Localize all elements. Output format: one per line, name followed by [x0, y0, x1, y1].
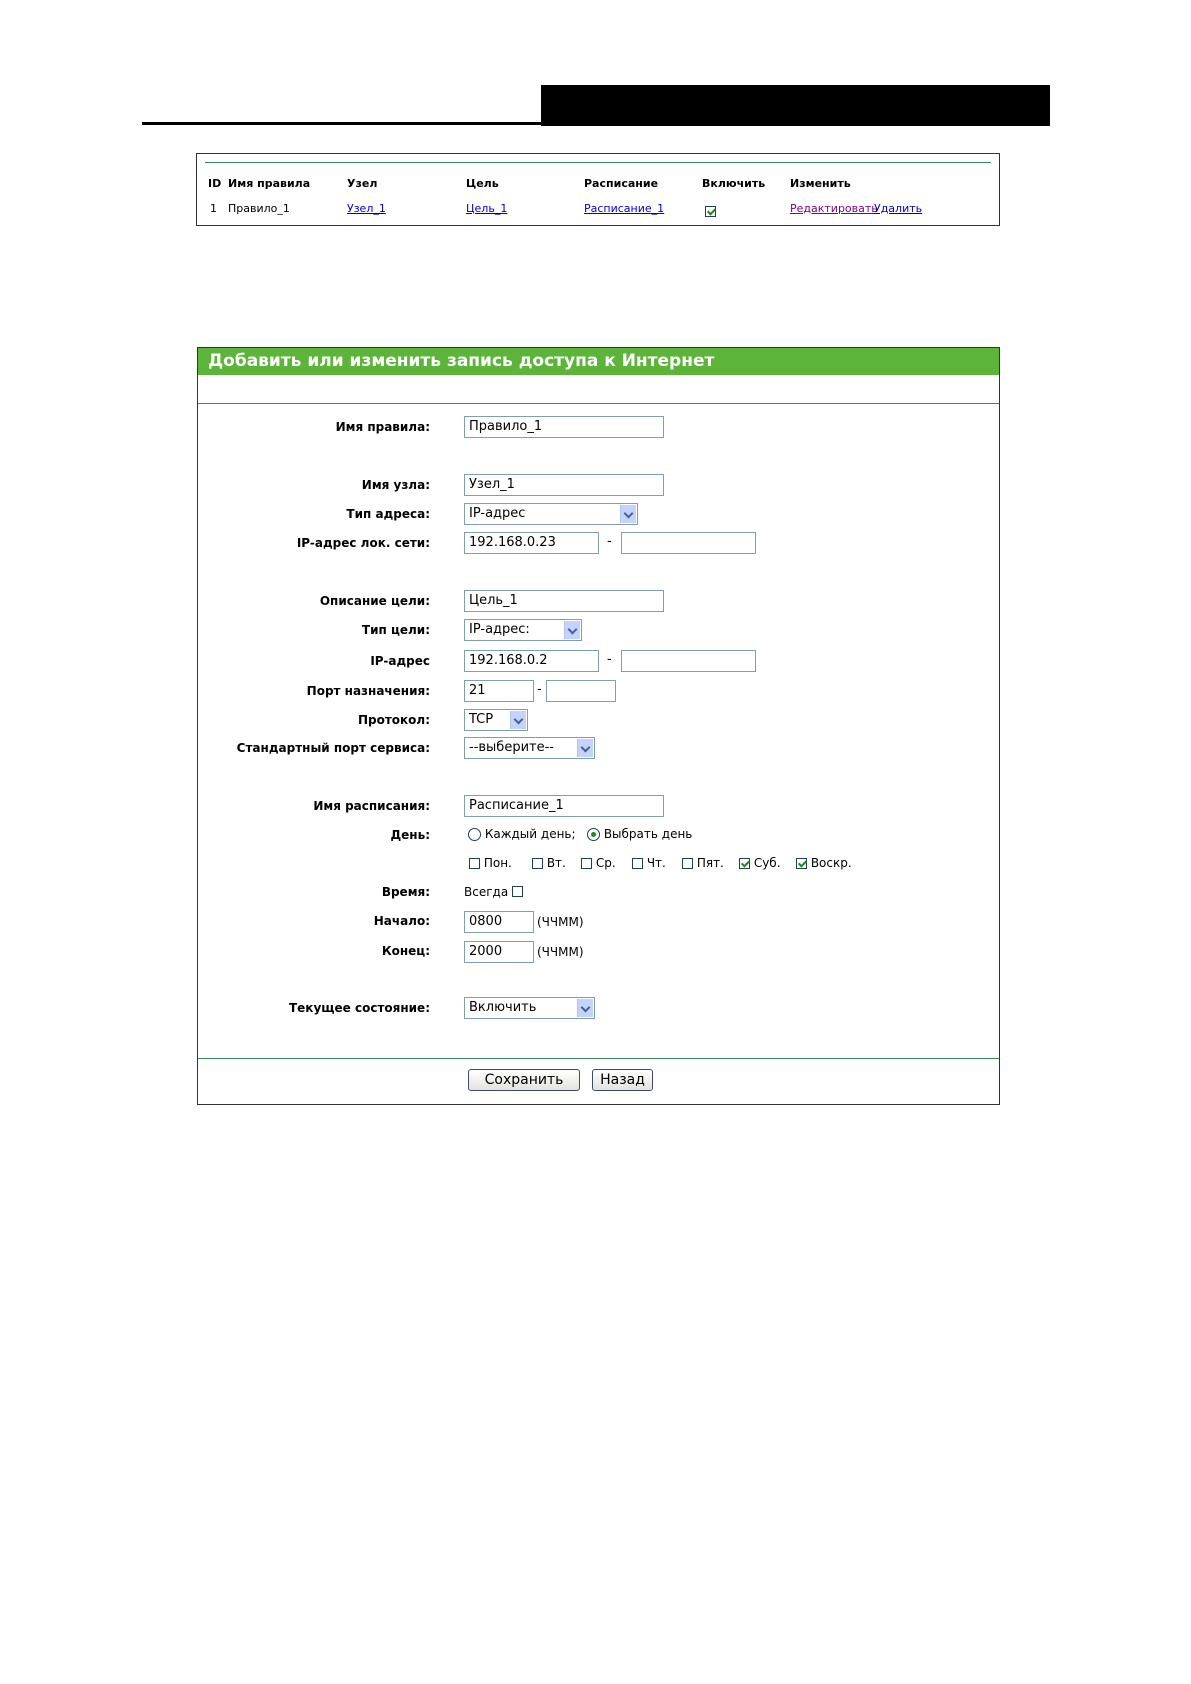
weekday-label: Суб.	[753, 856, 781, 870]
end-time-unit: (ЧЧММ)	[537, 945, 584, 959]
row-host-link[interactable]: Узел_1	[347, 202, 386, 215]
ip-end-input[interactable]	[621, 650, 756, 672]
start-time-unit: (ЧЧММ)	[537, 915, 584, 929]
service-port-label: Стандартный порт сервиса:	[236, 741, 430, 755]
select-day-radio[interactable]	[587, 828, 600, 841]
ip-start-input[interactable]: 192.168.0.2	[464, 650, 599, 672]
start-time-input[interactable]: 0800	[464, 911, 534, 933]
protocol-value: TCP	[469, 712, 494, 727]
rule-name-input[interactable]: Правило_1	[464, 416, 664, 438]
service-port-value: --выберите--	[469, 740, 554, 755]
col-header-enable: Включить	[702, 177, 766, 190]
ip-label: IP-адрес	[370, 654, 430, 668]
protocol-select[interactable]	[464, 709, 528, 731]
rule-name-label: Имя правила:	[335, 420, 430, 434]
target-desc-label: Описание цели:	[319, 594, 430, 608]
status-label: Текущее состояние:	[288, 1001, 430, 1015]
status-value: Включить	[469, 1000, 537, 1015]
weekday-label: Вт.	[546, 856, 566, 870]
weekday-label: Чт.	[646, 856, 666, 870]
address-type-select[interactable]	[464, 503, 638, 525]
chevron-down-icon	[564, 621, 580, 639]
col-header-modify: Изменить	[790, 177, 851, 190]
save-button[interactable]: Сохранить	[468, 1069, 580, 1091]
select-day-label: Выбрать день	[603, 827, 693, 841]
row-rule-name: Правило_1	[228, 202, 290, 215]
host-name-input[interactable]: Узел_1	[464, 474, 664, 496]
dest-port-label: Порт назначения:	[306, 684, 430, 698]
lan-ip-start-input[interactable]: 192.168.0.23	[464, 532, 599, 554]
address-type-value: IP-адрес	[469, 506, 526, 521]
header-rule	[142, 122, 542, 125]
row-target-link[interactable]: Цель_1	[466, 202, 508, 215]
lan-ip-end-input[interactable]	[621, 532, 756, 554]
select-day-option[interactable]	[587, 827, 692, 841]
chevron-down-icon	[577, 739, 593, 757]
every-day-label: Каждый день;	[484, 827, 576, 841]
row-delete-link[interactable]: Удалить	[874, 202, 923, 215]
address-type-label: Тип адреса:	[346, 507, 430, 521]
every-day-option[interactable]	[468, 827, 576, 841]
col-header-schedule: Расписание	[584, 177, 659, 190]
range-separator: -	[607, 652, 612, 667]
schedule-name-input[interactable]: Расписание_1	[464, 795, 664, 817]
end-time-label: Конец:	[381, 944, 430, 958]
end-time-input[interactable]: 2000	[464, 941, 534, 963]
weekday-mon[interactable]	[469, 856, 512, 870]
header-black-block	[541, 85, 1050, 126]
start-time-label: Начало:	[373, 914, 430, 928]
rules-table	[196, 153, 1000, 226]
weekday-fri[interactable]	[682, 856, 724, 870]
weekday-sat[interactable]	[739, 856, 781, 870]
col-header-host: Узел	[347, 177, 378, 190]
weekday-sun[interactable]	[796, 856, 852, 870]
col-header-target: Цель	[466, 177, 499, 190]
range-separator: -	[607, 534, 612, 549]
time-label: Время:	[381, 885, 430, 899]
target-desc-input[interactable]: Цель_1	[464, 590, 664, 612]
form-bottom-divider	[198, 1058, 999, 1059]
dest-port-start-input[interactable]: 21	[464, 680, 534, 702]
weekday-label: Воскр.	[810, 856, 852, 870]
schedule-name-label: Имя расписания:	[313, 799, 430, 813]
day-label: День:	[390, 828, 430, 842]
weekday-thu[interactable]	[632, 856, 666, 870]
status-select[interactable]	[464, 997, 595, 1019]
row-edit-link[interactable]: Редактировать	[790, 202, 878, 215]
weekday-tue[interactable]	[532, 856, 566, 870]
range-separator: -	[537, 682, 542, 697]
service-port-select[interactable]	[464, 737, 595, 759]
target-type-value: IP-адрес:	[469, 622, 530, 637]
back-button[interactable]: Назад	[592, 1069, 653, 1091]
weekday-label: Ср.	[595, 856, 616, 870]
col-header-rule-name: Имя правила	[228, 177, 311, 190]
chevron-down-icon	[510, 711, 526, 729]
row-enable-checkbox[interactable]	[705, 204, 716, 217]
host-name-label: Имя узла:	[361, 478, 430, 492]
chevron-down-icon	[620, 505, 636, 523]
form-title: Добавить или изменить запись доступа к Интернет	[198, 348, 999, 375]
weekday-label: Пон.	[483, 856, 512, 870]
always-label: Всегда	[464, 885, 509, 899]
col-header-id: ID	[208, 177, 222, 190]
form-top-divider	[198, 403, 999, 404]
table-top-divider	[205, 162, 991, 163]
weekday-label: Пят.	[696, 856, 724, 870]
lan-ip-label: IP-адрес лок. сети:	[296, 536, 430, 550]
protocol-label: Протокол:	[357, 713, 430, 727]
target-type-label: Тип цели:	[361, 623, 430, 637]
row-schedule-link[interactable]: Расписание_1	[584, 202, 665, 215]
chevron-down-icon	[577, 999, 593, 1017]
dest-port-end-input[interactable]	[546, 680, 616, 702]
always-checkbox[interactable]	[512, 884, 523, 898]
target-type-select[interactable]	[464, 619, 582, 641]
access-rule-form	[197, 347, 1000, 1105]
row-id: 1	[210, 202, 217, 215]
every-day-radio[interactable]	[468, 828, 481, 841]
weekday-wed[interactable]	[581, 856, 616, 870]
